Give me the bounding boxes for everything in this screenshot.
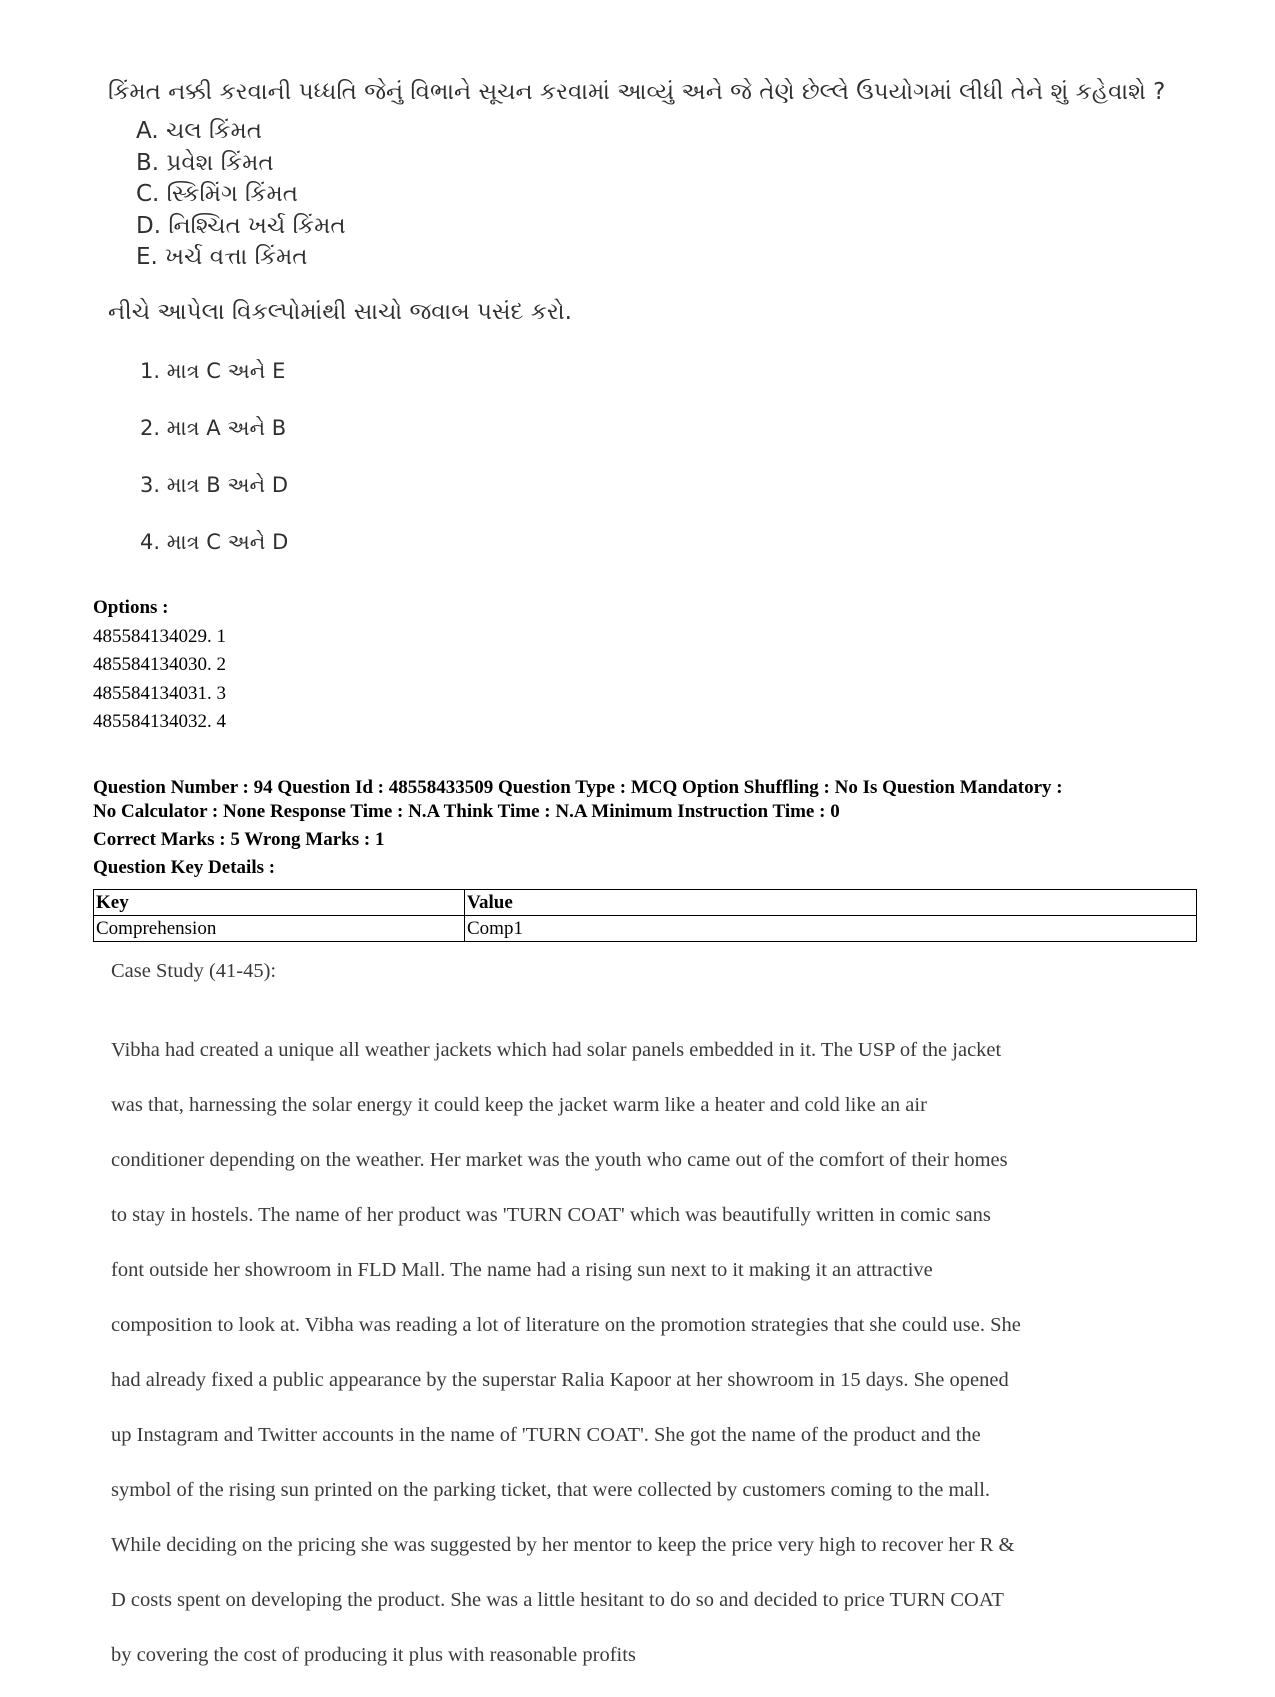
table-header-row bbox=[94, 890, 1197, 916]
case-line: D costs spent on developing the product. She was a little hesitant to do so and decided to price TURN COAT bbox=[111, 1587, 1171, 1615]
options-heading: Options : bbox=[93, 594, 226, 623]
table-header-value: Value bbox=[465, 890, 1197, 916]
options-section bbox=[93, 594, 226, 737]
case-line: conditioner depending on the weather. Her market was the youth who came out of the comfort of their homes bbox=[111, 1147, 1171, 1175]
meta-line-1: Question Number : 94 Question Id : 48558433509 Question Type : MCQ Option Shuffling : No Is Question Mandatory : bbox=[93, 776, 1193, 800]
choice-a: A. ચલ કિંમત bbox=[136, 116, 1168, 148]
option-item: 485584134031. 3 bbox=[93, 680, 226, 709]
key-details-table bbox=[93, 889, 1197, 942]
numbered-option-2: 2. માત્ર A અને B bbox=[140, 413, 1168, 443]
case-line: symbol of the rising sun printed on the parking ticket, that were collected by customers coming to the mall. bbox=[111, 1477, 1171, 1505]
numbered-option-3: 3. માત્ર B અને D bbox=[140, 470, 1168, 500]
case-study bbox=[111, 958, 1171, 1697]
question-text: કિંમત નક્કી કરવાની પધ્ધતિ જેનું વિભાને સૂચન કરવામાં આવ્યું અને જે તેણે છેલ્લે ઉપયોગમાં લીધી તેને શું કહેવાશે ? bbox=[108, 74, 1168, 110]
numbered-option-1: 1. માત્ર C અને E bbox=[140, 356, 1168, 386]
choice-c: C. સ્કિમિંગ કિંમત bbox=[136, 179, 1168, 211]
case-line: Vibha had created a unique all weather jackets which had solar panels embedded in it. The USP of the jacket bbox=[111, 1037, 1171, 1065]
case-line: composition to look at. Vibha was reading a lot of literature on the promotion strategies that she could use. She bbox=[111, 1312, 1171, 1340]
case-line: had already fixed a public appearance by the superstar Ralia Kapoor at her showroom in 15 days. She opened bbox=[111, 1367, 1171, 1395]
case-line: by covering the cost of producing it plus with reasonable profits bbox=[111, 1642, 1171, 1670]
numbered-option-4: 4. માત્ર C અને D bbox=[140, 527, 1168, 557]
question-meta bbox=[93, 776, 1193, 880]
case-line: up Instagram and Twitter accounts in the name of 'TURN COAT'. She got the name of the product and the bbox=[111, 1422, 1171, 1450]
key-details-heading: Question Key Details : bbox=[93, 856, 1193, 880]
choice-d: D. નિશ્ચિત ખર્ચ કિંમત bbox=[136, 211, 1168, 243]
case-study-body bbox=[111, 1010, 1171, 1697]
choice-b: B. પ્રવેશ કિંમત bbox=[136, 148, 1168, 180]
table-cell-key: Comprehension bbox=[94, 916, 465, 942]
choice-e: E. ખર્ચ વત્તા કિંમત bbox=[136, 242, 1168, 274]
case-line: font outside her showroom in FLD Mall. The name had a rising sun next to it making it an attractive bbox=[111, 1257, 1171, 1285]
option-item: 485584134032. 4 bbox=[93, 708, 226, 737]
case-line: was that, harnessing the solar energy it could keep the jacket warm like a heater and cold like an air bbox=[111, 1092, 1171, 1120]
case-line: to stay in hostels. The name of her product was 'TURN COAT' which was beautifully written in comic sans bbox=[111, 1202, 1171, 1230]
table-row bbox=[94, 916, 1197, 942]
table-header-key: Key bbox=[94, 890, 465, 916]
case-study-title: Case Study (41-45): bbox=[111, 958, 1171, 986]
marks-line: Correct Marks : 5 Wrong Marks : 1 bbox=[93, 828, 1193, 852]
case-line: While deciding on the pricing she was suggested by her mentor to keep the price very high to recover her R & bbox=[111, 1532, 1171, 1560]
table-cell-value: Comp1 bbox=[465, 916, 1197, 942]
question-image bbox=[108, 74, 1168, 557]
option-item: 485584134029. 1 bbox=[93, 623, 226, 652]
instruction-text: નીચે આપેલા વિકલ્પોમાંથી સાચો જવાબ પસંદ કરો. bbox=[108, 294, 1168, 330]
meta-line-2: No Calculator : None Response Time : N.A Think Time : N.A Minimum Instruction Time : 0 bbox=[93, 800, 1193, 824]
option-item: 485584134030. 2 bbox=[93, 651, 226, 680]
